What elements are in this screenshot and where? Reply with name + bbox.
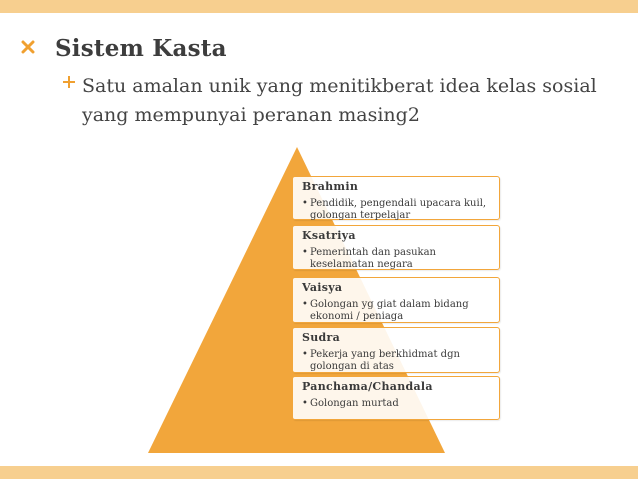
caste-description: Pekerja yang berkhidmat dgn golongan di atas — [310, 349, 460, 372]
caste-name: Ksatriya — [302, 229, 356, 242]
caste-description: Golongan yg giat dalam bidang ekonomi / peniaga — [310, 299, 469, 322]
slide-title: Sistem Kasta — [55, 34, 227, 62]
caste-name: Brahmin — [302, 180, 359, 193]
bullet-dot-icon: • — [302, 349, 308, 360]
caste-name: Sudra — [302, 331, 341, 344]
bullet-dot-icon: • — [302, 247, 308, 258]
caste-card-ksatriya — [292, 225, 500, 270]
caste-description: Pendidik, pengendali upacara kuil, golongan terpelajar — [310, 198, 487, 221]
caste-description: Golongan murtad — [310, 398, 399, 409]
caste-card-sudra — [292, 327, 500, 373]
caste-description: Pemerintah dan pasukan keselamatan negara — [310, 247, 436, 270]
caste-card-vaisya — [292, 277, 500, 323]
bullet-dot-icon: • — [302, 198, 308, 209]
caste-card-panchama — [292, 376, 500, 420]
bullet-dot-icon: • — [302, 299, 308, 310]
caste-name: Panchama/Chandala — [302, 380, 433, 393]
bullet-dot-icon: • — [302, 398, 308, 409]
subtitle-text: Satu amalan unik yang menitikberat idea kelas sosial yang mempunyai peranan masing2 — [82, 75, 597, 126]
caste-card-brahmin — [292, 176, 500, 220]
caste-name: Vaisya — [302, 281, 343, 294]
